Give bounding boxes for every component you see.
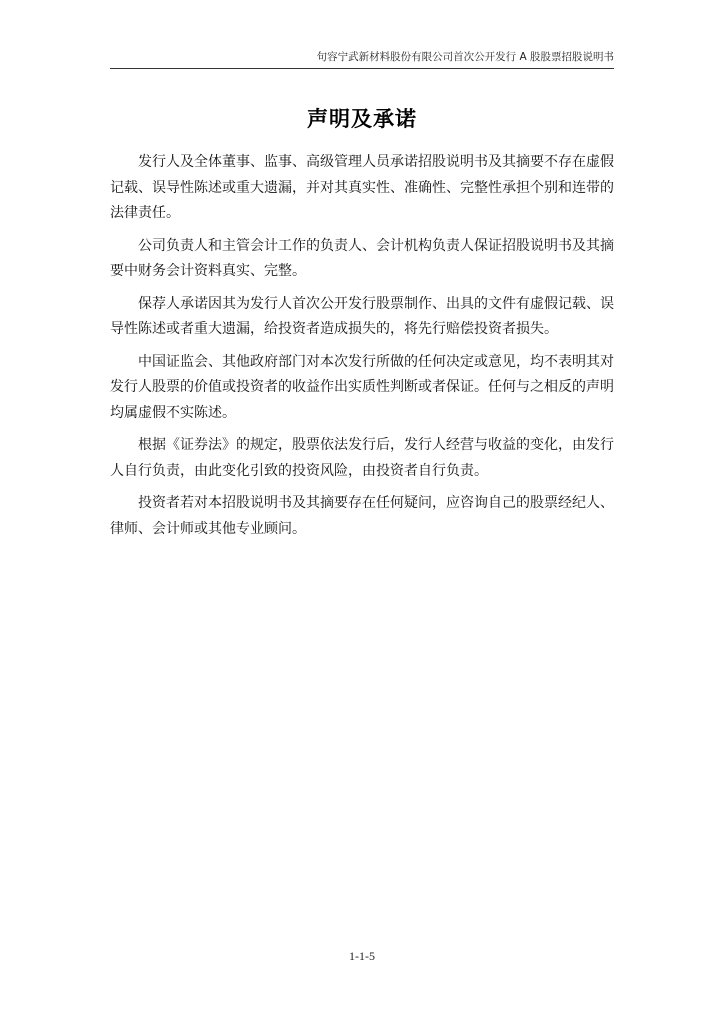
page-header bbox=[110, 50, 614, 69]
page-title: 声明及承诺 bbox=[307, 107, 417, 131]
paragraph-financial-guarantee: 公司负责人和主管会计工作的负责人、会计机构负责人保证招股说明书及其摘要中财务会计资料真实、完整。 bbox=[110, 237, 614, 279]
header-text: 句容宁武新材料股份有限公司首次公开发行 A 股股票招股说明书 bbox=[316, 51, 614, 63]
paragraph-sponsor-commitment: 保荐人承诺因其为发行人首次公开发行股票制作、出具的文件有虚假记载、误导性陈述或者重大遗漏，给投资者造成损失的，将先行赔偿投资者损失。 bbox=[110, 295, 614, 337]
paragraph-investor-advice: 投资者若对本招股说明书及其摘要存在任何疑问，应咨询自己的股票经纪人、律师、会计师或其他专业顾问。 bbox=[110, 495, 614, 537]
paragraph-regulator-disclaimer: 中国证监会、其他政府部门对本次发行所做的任何决定或意见，均不表明其对发行人股票的价值或投资者的收益作出实质性判断或者保证。任何与之相反的声明均属虚假不实陈述。 bbox=[110, 353, 614, 421]
paragraph-securities-law: 根据《证券法》的规定，股票依法发行后，发行人经营与收益的变化，由发行人自行负责，由此变化引致的投资风险，由投资者自行负责。 bbox=[110, 437, 614, 479]
document-body bbox=[110, 150, 614, 549]
paragraph-directors-commitment: 发行人及全体董事、监事、高级管理人员承诺招股说明书及其摘要不存在虚假记载、误导性陈述或重大遗漏，并对其真实性、准确性、完整性承担个别和连带的法律责任。 bbox=[110, 154, 614, 221]
page-number: 1-1-5 bbox=[349, 949, 375, 963]
